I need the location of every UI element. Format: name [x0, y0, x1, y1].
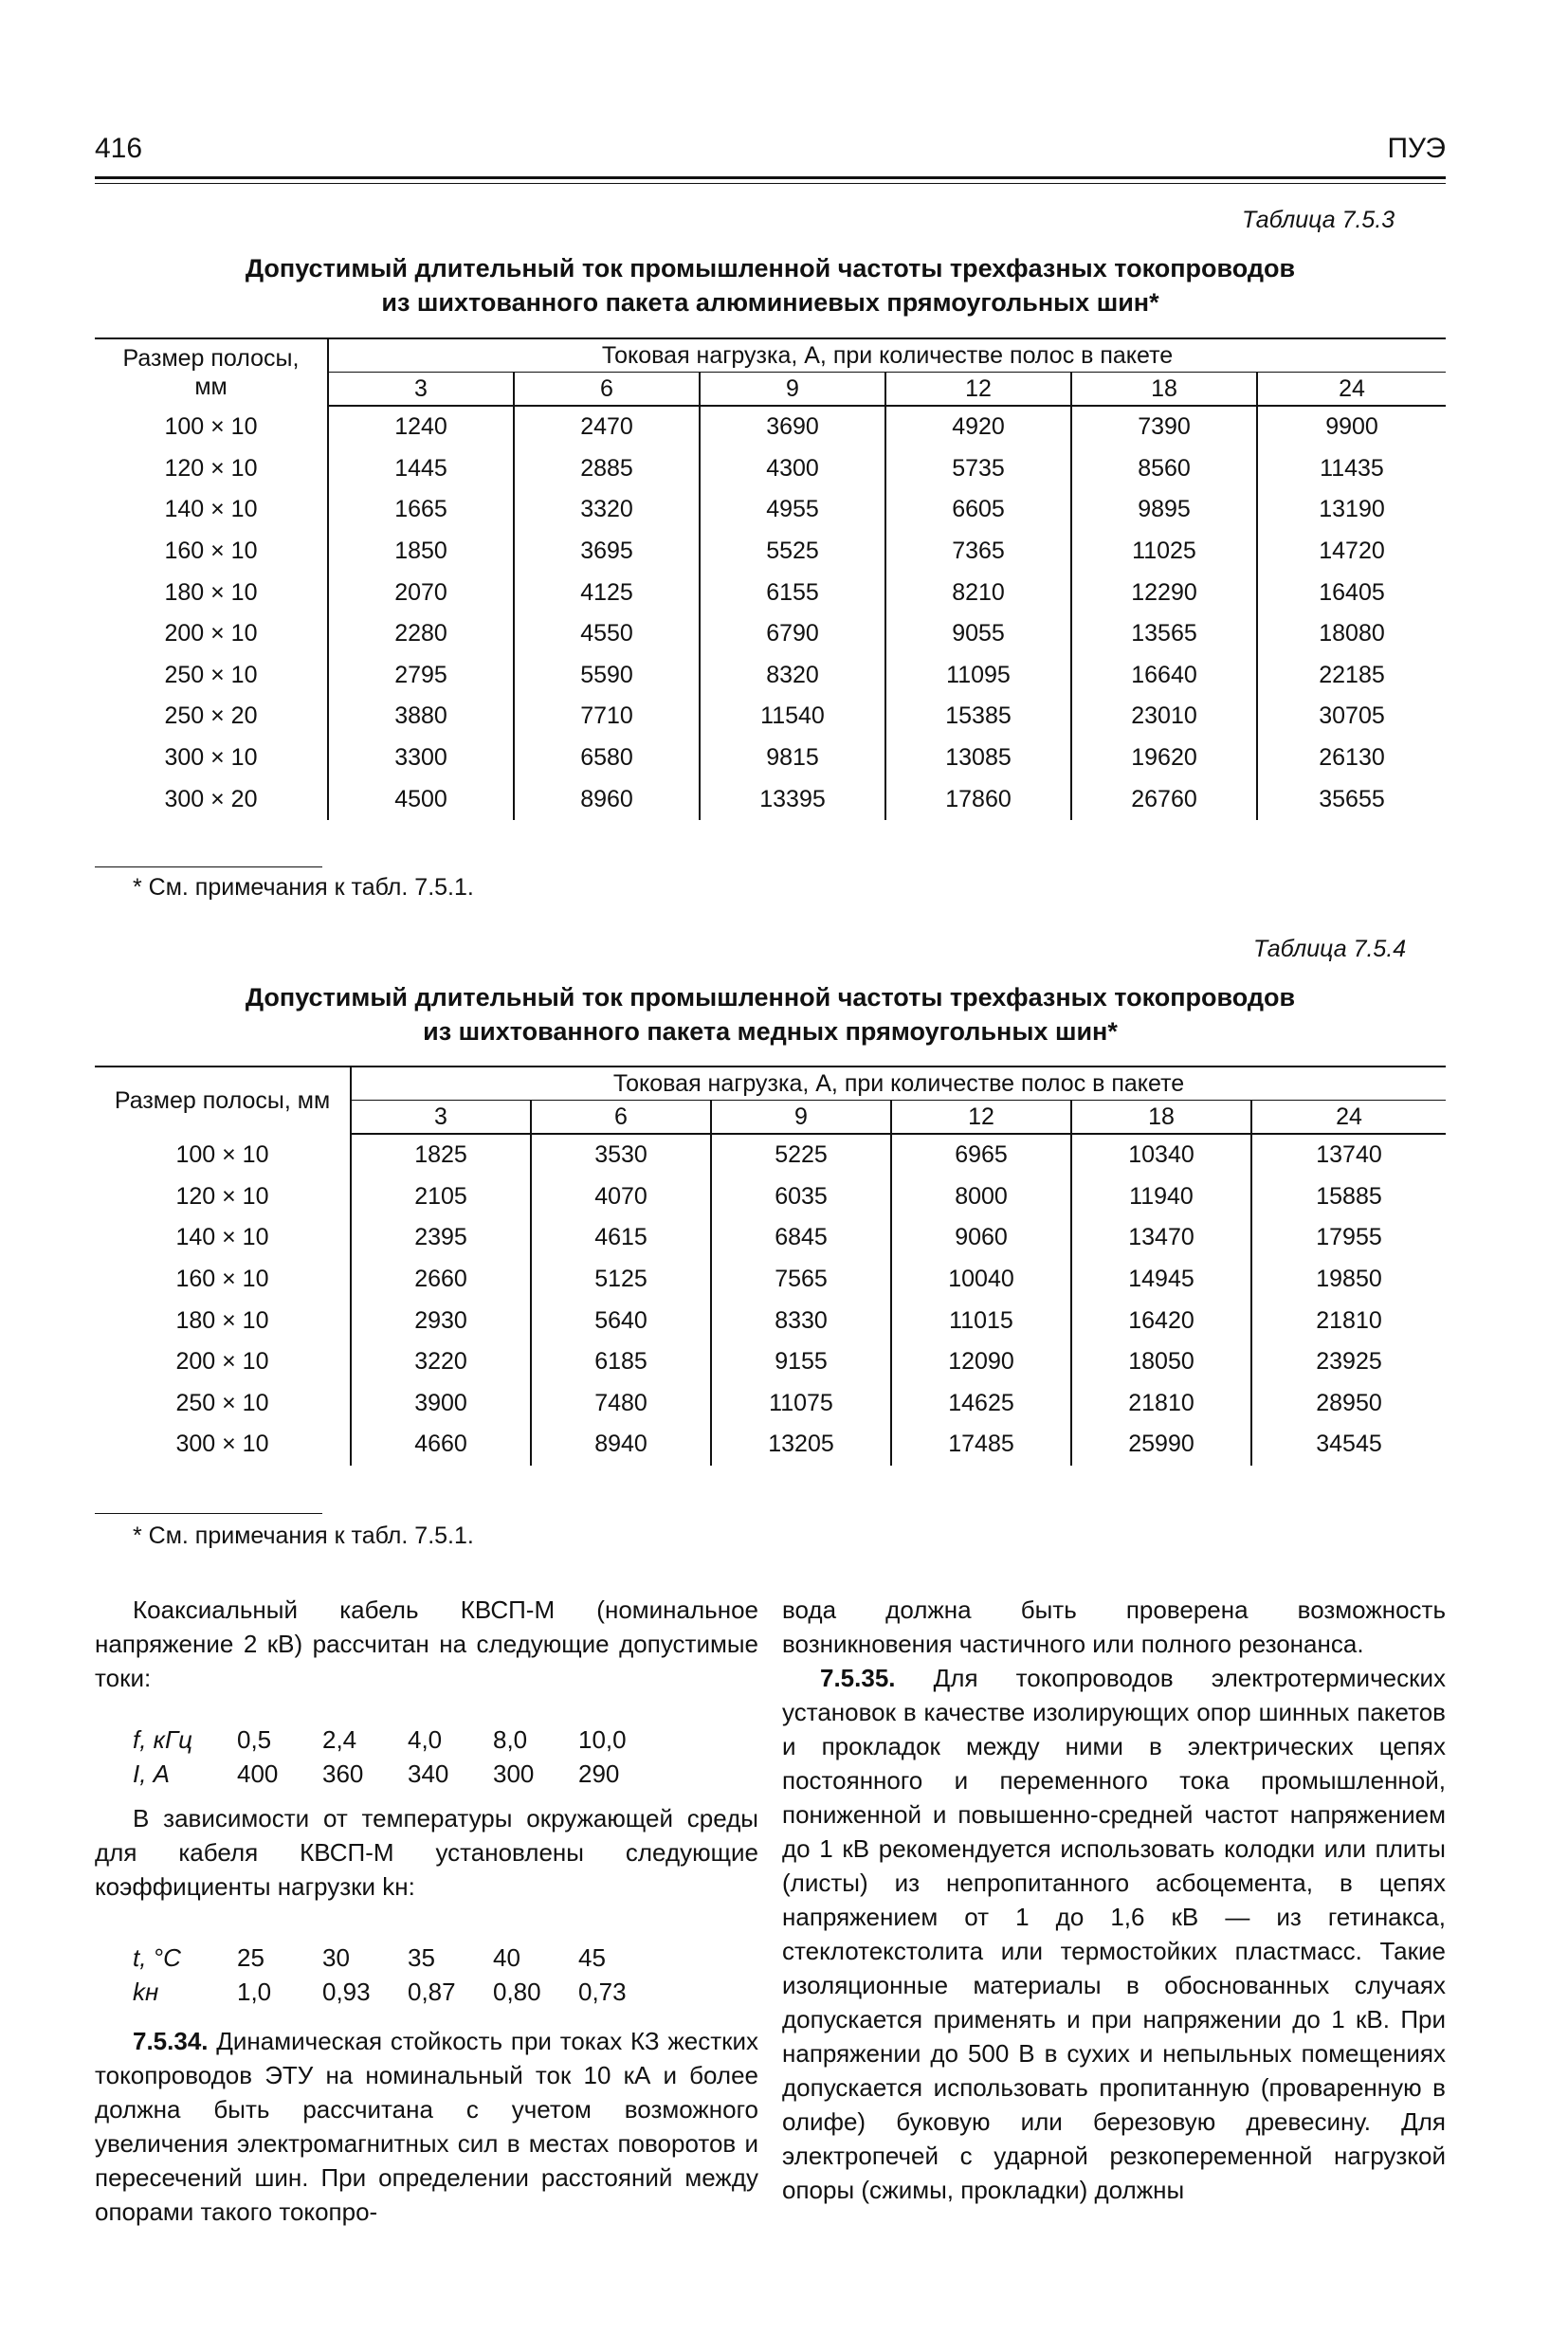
table1-size-cell: 300 × 10: [164, 744, 258, 772]
table2-value-cell: 8330: [711, 1300, 891, 1341]
header-rule-thin: [95, 183, 1446, 184]
table2-row: [95, 1300, 1446, 1341]
table1-row: [95, 613, 1446, 655]
table2-count-header: 6: [531, 1101, 711, 1135]
table1-value-cell: 1850: [328, 531, 514, 573]
table1-title-line2: из шихтованного пакета алюминиевых прямоугольных шин*: [381, 288, 1159, 317]
table1-row: [95, 696, 1446, 738]
table2-size-cell: 300 × 10: [175, 1431, 269, 1458]
table1-value-cell: 13190: [1257, 489, 1446, 531]
running-head: ПУЭ: [1387, 133, 1446, 164]
table2-value-cell: 17955: [1251, 1217, 1446, 1259]
table2-value-cell: 1825: [351, 1134, 531, 1176]
table1-value-cell: 2280: [328, 613, 514, 655]
table1-row: [95, 778, 1446, 820]
table1-size-cell: 180 × 10: [164, 578, 258, 606]
table1-value-cell: 16405: [1257, 572, 1446, 613]
table1-count-header: 18: [1071, 373, 1257, 407]
table2-value-cell: 9060: [891, 1217, 1071, 1259]
table1-value-cell: 11025: [1071, 531, 1257, 573]
table1-value-cell: 5590: [514, 655, 700, 697]
table2-size-cell: 180 × 10: [175, 1306, 269, 1334]
left-column-para1: [95, 1593, 758, 1695]
table2-value-cell: 6845: [711, 1217, 891, 1259]
table2-value-cell: 19850: [1251, 1259, 1446, 1301]
table1-size-cell: 160 × 10: [164, 538, 258, 565]
table2-value-cell: 16420: [1071, 1300, 1251, 1341]
table1-value-cell: 8960: [514, 778, 700, 820]
table1-value-cell: 2795: [328, 655, 514, 697]
table1-label: Таблица 7.5.3: [1242, 207, 1395, 233]
table2-value-cell: 15885: [1251, 1176, 1446, 1218]
table2-value-cell: 21810: [1251, 1300, 1446, 1341]
table2-value-cell: 28950: [1251, 1383, 1446, 1425]
vt1-cell: 360: [322, 1759, 364, 1788]
table1-value-cell: 7365: [885, 531, 1071, 573]
table1-row: [95, 572, 1446, 613]
table2-value-cell: 6035: [711, 1176, 891, 1218]
right-column: [782, 1593, 1446, 2207]
table2-value-cell: 11940: [1071, 1176, 1251, 1218]
table2-value-cell: 17485: [891, 1424, 1071, 1466]
vt1-cell: 2,4: [322, 1725, 357, 1754]
table2-size-cell: 140 × 10: [175, 1224, 269, 1251]
vt1-cell: 290: [578, 1759, 620, 1788]
table2-value-cell: 14945: [1071, 1259, 1251, 1301]
table2-value-cell: 3900: [351, 1383, 531, 1425]
page-header: [95, 133, 1446, 176]
table2-value-cell: 13205: [711, 1424, 891, 1466]
load-coef-paragraph: В зависимости от температуры окружающей среды для кабеля КВСП-М установлены следующие коэффициенты нагрузки kн:: [95, 1804, 758, 1901]
table1-value-cell: 35655: [1257, 778, 1446, 820]
table1-count-header: 6: [514, 373, 700, 407]
table1-value-cell: 3320: [514, 489, 700, 531]
section-7-5-34: [95, 2024, 758, 2229]
table1-value-cell: 4550: [514, 613, 700, 655]
table2-size-header: Размер полосы, мм: [95, 1067, 351, 1134]
table1-value-cell: 11435: [1257, 448, 1446, 490]
table2-size-cell: 200 × 10: [175, 1348, 269, 1376]
table2-value-cell: 5640: [531, 1300, 711, 1341]
table2-value-cell: 14625: [891, 1383, 1071, 1425]
table1-footnote: * См. примечания к табл. 7.5.1.: [133, 874, 474, 901]
table2-value-cell: 7565: [711, 1259, 891, 1301]
table2-row: [95, 1259, 1446, 1301]
vt2-cell: 0,80: [493, 1978, 541, 2006]
table2-value-cell: 9155: [711, 1341, 891, 1383]
table2-value-cell: 23925: [1251, 1341, 1446, 1383]
section-7-5-35-number: 7.5.35.: [820, 1664, 896, 1692]
table2-value-cell: 6965: [891, 1134, 1071, 1176]
table2-row: [95, 1176, 1446, 1218]
table1-value-cell: 4920: [885, 406, 1071, 448]
table1-value-cell: 3690: [700, 406, 885, 448]
vt1-cell: 4,0: [408, 1725, 443, 1754]
table2-value-cell: 8000: [891, 1176, 1071, 1218]
table1-value-cell: 4125: [514, 572, 700, 613]
vt1-cell: 300: [493, 1759, 535, 1788]
vt1-cell: 400: [237, 1759, 279, 1788]
table1-value-cell: 17860: [885, 778, 1071, 820]
table1-value-cell: 1445: [328, 448, 514, 490]
vt2-cell: 45: [578, 1943, 606, 1972]
table2-footnote: * См. примечания к табл. 7.5.1.: [133, 1522, 474, 1549]
table2-count-header: 24: [1251, 1101, 1446, 1135]
table2-value-cell: 5125: [531, 1259, 711, 1301]
table2-row: [95, 1424, 1446, 1466]
table1-size-cell: 140 × 10: [164, 496, 258, 523]
table1-footnote-rule: [95, 866, 322, 867]
section-7-5-34-number: 7.5.34.: [133, 2027, 209, 2055]
table1-value-cell: 18080: [1257, 613, 1446, 655]
vt1-cell: 0,5: [237, 1725, 272, 1754]
table1-value-cell: 26130: [1257, 738, 1446, 779]
table1-value-cell: 12290: [1071, 572, 1257, 613]
table1-value-cell: 5735: [885, 448, 1071, 490]
table1-value-cell: 8560: [1071, 448, 1257, 490]
table1-load-header: Токовая нагрузка, А, при количестве полос в пакете: [328, 338, 1446, 373]
section-7-5-34-text: Динамическая стойкость при токах КЗ жестких токопроводов ЭТУ на номинальный ток 10 кА и более должна быть рассчитана с учетом возможного увеличения электромагнитных сил в местах поворотов и пересечений шин. При определении расстояний между опорами такого токопро-: [95, 2027, 758, 2226]
page-number: 416: [95, 133, 143, 164]
table1-value-cell: 2070: [328, 572, 514, 613]
table1-value-cell: 30705: [1257, 696, 1446, 738]
vt2-cell: 0,93: [322, 1978, 371, 2006]
table1-size-cell: 100 × 10: [164, 412, 258, 440]
table1-value-cell: 14720: [1257, 531, 1446, 573]
vt2-cell: 0,73: [578, 1978, 627, 2006]
table1-value-cell: 9815: [700, 738, 885, 779]
table1-value-cell: 7390: [1071, 406, 1257, 448]
table1-value-cell: 3695: [514, 531, 700, 573]
table1-size-cell: 200 × 10: [164, 620, 258, 647]
table1-size-cell: 300 × 20: [164, 785, 258, 812]
header-rule: [95, 176, 1446, 179]
vt2-cell: 25: [237, 1943, 264, 1972]
table2: [95, 1066, 1446, 1466]
table2-value-cell: 6185: [531, 1341, 711, 1383]
vt2-cell: 1,0: [237, 1978, 272, 2006]
table1-value-cell: 9895: [1071, 489, 1257, 531]
table2-count-header: 3: [351, 1101, 531, 1135]
table1-value-cell: 9055: [885, 613, 1071, 655]
table2-value-cell: 13740: [1251, 1134, 1446, 1176]
table1-row: [95, 531, 1446, 573]
table2-title-line2: из шихтованного пакета медных прямоугольных шин*: [423, 1017, 1118, 1046]
table2-load-header: Токовая нагрузка, А, при количестве полос в пакете: [351, 1067, 1446, 1101]
table2-value-cell: 8940: [531, 1424, 711, 1466]
table2-value-cell: 12090: [891, 1341, 1071, 1383]
table1-value-cell: 16640: [1071, 655, 1257, 697]
section-7-5-35-text: Для токопроводов электротермических установок в качестве изолирующих опор шинных пакетов и прокладок между ними в электрических цепях постоянного и переменного тока промышленной, пониженной и повышенно-средней частот напряжением до 1 кВ рекомендуется использовать колодки или плиты (листы) из непропитанного асбоцемента, в цепях напряжением от 1 до 1,6 кВ — из гетинакса, стеклотекстолита или термостойких пластмасс. Такие изоляционные материалы в обоснованных случаях допускается применять и при напряжении до 1 кВ. При напряжении до 500 В в сухих и непыльных помещениях допускается использовать пропитанную (проваренную в олифе) буковую или березовую древесину. Для электропечей с ударной резкопеременной нагрузкой опоры (сжимы, прокладки) должны: [782, 1664, 1446, 2204]
table2-value-cell: 5225: [711, 1134, 891, 1176]
vt1-cell: 10,0: [578, 1725, 627, 1754]
table1-value-cell: 4500: [328, 778, 514, 820]
table1-value-cell: 2885: [514, 448, 700, 490]
table1-value-cell: 8210: [885, 572, 1071, 613]
table2-label: Таблица 7.5.4: [1253, 936, 1407, 962]
table2-value-cell: 13470: [1071, 1217, 1251, 1259]
table1-row: [95, 489, 1446, 531]
table2-value-cell: 2660: [351, 1259, 531, 1301]
table1-size-header-line2: мм: [194, 374, 228, 400]
table2-value-cell: 2105: [351, 1176, 531, 1218]
table2-value-cell: 11015: [891, 1300, 1071, 1341]
table1-row: [95, 738, 1446, 779]
table2-value-cell: 7480: [531, 1383, 711, 1425]
table1-title: [95, 251, 1446, 319]
vt1-cell: 8,0: [493, 1725, 528, 1754]
table1-count-header: 9: [700, 373, 885, 407]
table2-value-cell: 3530: [531, 1134, 711, 1176]
table1-value-cell: 9900: [1257, 406, 1446, 448]
table1-value-cell: 22185: [1257, 655, 1446, 697]
table2-value-cell: 25990: [1071, 1424, 1251, 1466]
table2-value-cell: 21810: [1071, 1383, 1251, 1425]
table2-size-cell: 250 × 10: [175, 1389, 269, 1416]
table1-value-cell: 8320: [700, 655, 885, 697]
vt2-cell: t, °C: [133, 1943, 181, 1972]
table2-value-cell: 18050: [1071, 1341, 1251, 1383]
table1-value-cell: 13395: [700, 778, 885, 820]
coax-cable-paragraph: Коаксиальный кабель КВСП-М (номинальное напряжение 2 кВ) рассчитан на следующие допустимые токи:: [95, 1595, 758, 1692]
table1-size-header: [95, 338, 328, 406]
table2-value-cell: 4070: [531, 1176, 711, 1218]
table1-count-header: 12: [885, 373, 1071, 407]
table1-value-cell: 3300: [328, 738, 514, 779]
vt1-cell: f, кГц: [133, 1725, 192, 1754]
table2-count-header: 9: [711, 1101, 891, 1135]
table2-row: [95, 1383, 1446, 1425]
table2-value-cell: 4615: [531, 1217, 711, 1259]
vt2-cell: 40: [493, 1943, 520, 1972]
vt2-cell: 30: [322, 1943, 350, 1972]
table1-value-cell: 2470: [514, 406, 700, 448]
table1-value-cell: 13565: [1071, 613, 1257, 655]
table1-value-cell: 7710: [514, 696, 700, 738]
vt2-cell: 35: [408, 1943, 435, 1972]
table1-value-cell: 15385: [885, 696, 1071, 738]
table1-value-cell: 4300: [700, 448, 885, 490]
table1-value-cell: 6605: [885, 489, 1071, 531]
table2-count-header: 12: [891, 1101, 1071, 1135]
table1-title-line1: Допустимый длительный ток промышленной частоты трехфазных токопроводов: [245, 254, 1296, 283]
table1-row: [95, 406, 1446, 448]
table2-size-cell: 160 × 10: [175, 1266, 269, 1293]
freq-current-table: [133, 1725, 664, 1801]
table1-value-cell: 11540: [700, 696, 885, 738]
temp-coef-table: [133, 1943, 664, 2019]
table2-size-cell: 100 × 10: [175, 1140, 269, 1168]
table1-count-header: 3: [328, 373, 514, 407]
table1-value-cell: 6790: [700, 613, 885, 655]
vt1-cell: 340: [408, 1759, 449, 1788]
table2-value-cell: 34545: [1251, 1424, 1446, 1466]
table1-row: [95, 448, 1446, 490]
table2-size-cell: 120 × 10: [175, 1182, 269, 1210]
table2-value-cell: 10040: [891, 1259, 1071, 1301]
table1-size-cell: 250 × 10: [164, 661, 258, 688]
table2-footnote-rule: [95, 1513, 322, 1514]
table2-title-line1: Допустимый длительный ток промышленной частоты трехфазных токопроводов: [245, 983, 1296, 1012]
table2-value-cell: 10340: [1071, 1134, 1251, 1176]
left-column-para2: [95, 1801, 758, 1904]
vt2-cell: 0,87: [408, 1978, 456, 2006]
table1-value-cell: 13085: [885, 738, 1071, 779]
table2-value-cell: 2930: [351, 1300, 531, 1341]
table2-count-header: 18: [1071, 1101, 1251, 1135]
table1-size-cell: 250 × 20: [164, 702, 258, 730]
table1-value-cell: 1240: [328, 406, 514, 448]
table1-value-cell: 19620: [1071, 738, 1257, 779]
vt2-cell: kн: [133, 1978, 159, 2006]
vt1-cell: I, А: [133, 1759, 171, 1788]
table2-value-cell: 2395: [351, 1217, 531, 1259]
table2-title: [95, 980, 1446, 1048]
table1-value-cell: 26760: [1071, 778, 1257, 820]
table1-value-cell: 3880: [328, 696, 514, 738]
table1-value-cell: 4955: [700, 489, 885, 531]
table1-size-cell: 120 × 10: [164, 454, 258, 482]
table1: [95, 337, 1446, 820]
table2-row: [95, 1217, 1446, 1259]
table2-value-cell: 3220: [351, 1341, 531, 1383]
table2-value-cell: 4660: [351, 1424, 531, 1466]
table1-count-header: 24: [1257, 373, 1446, 407]
table1-size-header-line1: Размер полосы,: [122, 345, 300, 372]
table1-value-cell: 5525: [700, 531, 885, 573]
table1-value-cell: 6580: [514, 738, 700, 779]
table1-value-cell: 6155: [700, 572, 885, 613]
table1-value-cell: 11095: [885, 655, 1071, 697]
continued-paragraph: вода должна быть проверена возможность возникновения частичного или полного резонанса.: [782, 1595, 1446, 1658]
table1-value-cell: 23010: [1071, 696, 1257, 738]
table2-row: [95, 1134, 1446, 1176]
table1-value-cell: 1665: [328, 489, 514, 531]
table2-row: [95, 1341, 1446, 1383]
table1-row: [95, 655, 1446, 697]
table2-value-cell: 11075: [711, 1383, 891, 1425]
